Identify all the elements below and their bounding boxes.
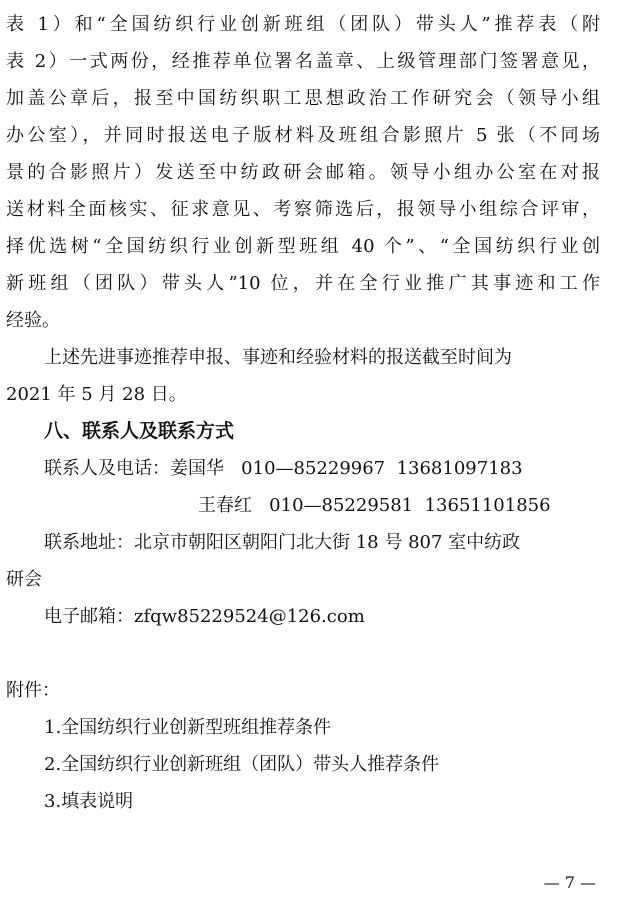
body-line-9: 经验。	[6, 310, 60, 331]
deadline-line-2: 2021 年 5 月 28 日。	[6, 384, 187, 405]
contact-email: 电子邮箱：zfqw85229524@126.com	[44, 606, 365, 627]
attachments-heading: 附件：	[6, 680, 60, 701]
attachment-item-2: 2.全国纺织行业创新班组（团队）带头人推荐条件	[44, 754, 440, 775]
body-line-7: 择优选树“全国纺织行业创新型班组 40 个”、“全国纺织行业创	[6, 236, 600, 257]
contact-heading: 八、联系人及联系方式	[44, 420, 235, 442]
contact-address-line-1: 联系地址：北京市朝阳区朝阳门北大街 18 号 807 室中纺政	[44, 532, 521, 553]
body-line-5: 景的合影照片）发送至中纺政研会邮箱。领导小组办公室在对报	[6, 162, 600, 183]
body-line-6: 送材料全面核实、征求意见、考察筛选后，报领导小组综合评审，	[6, 199, 600, 220]
contact-address-line-2: 研会	[6, 569, 42, 590]
deadline-line-1: 上述先进事迹推荐申报、事迹和经验材料的报送截至时间为	[44, 347, 512, 368]
body-line-4: 办公室），并同时报送电子版材料及班组合影照片 5 张（不同场	[6, 125, 600, 146]
body-line-1: 表 1）和“全国纺织行业创新班组（团队）带头人”推荐表（附	[6, 14, 600, 35]
page-number: — 7 —	[543, 873, 596, 892]
body-line-3: 加盖公章后，报至中国纺织职工思想政治工作研究会（领导小组	[6, 88, 600, 109]
attachment-item-3: 3.填表说明	[44, 791, 134, 812]
body-line-8: 新班组（团队）带头人”10 位，并在全行业推广其事迹和工作	[6, 273, 600, 294]
body-line-2: 表 2）一式两份，经推荐单位署名盖章、上级管理部门签署意见，	[6, 51, 600, 72]
attachment-item-1: 1.全国纺织行业创新型班组推荐条件	[44, 717, 332, 738]
contact-person-2: 王春红 010—85229581 13651101856	[198, 495, 551, 516]
contact-person-1: 联系人及电话：姜国华 010—85229967 13681097183	[44, 458, 523, 479]
